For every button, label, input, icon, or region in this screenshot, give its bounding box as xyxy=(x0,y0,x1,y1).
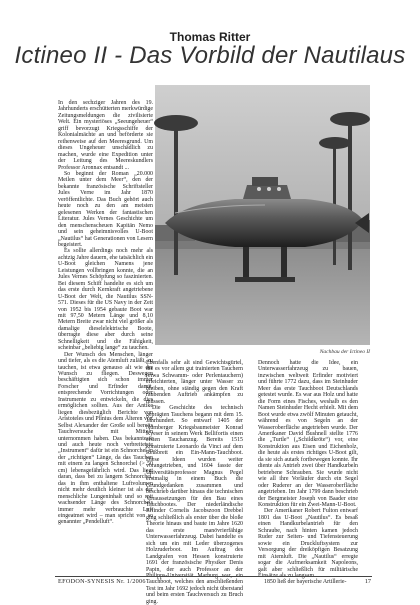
journal-name: EFODON-SYNESIS Nr. 1/2006 xyxy=(58,578,146,585)
paragraph: In den sechziger Jahren des 19. Jahrhunderts erschütterten merkwürdige Zeitungsmeldungen die zivilisierte Welt. Ein mysteriöses „Seeungeheuer“ griff bevorzugt Kriegsschiffe der Kolonialmächte an und beförderte sie reihenweise auf den Meeresgrund. Um dieses Ungeheuer unschädlich zu machen, wurde eine Expedition unter der Leitung des Meereskundlers Professor Aronnax entsandt ... xyxy=(58,100,153,171)
text-column-3 xyxy=(258,360,358,586)
paragraph: So beginnt der Roman „20.000 Meilen unter dem Meer“, den der bekannte französische Schriftsteller Jules Verne im Jahr 1870 veröffentlichte. Das Buch gehört auch heute noch zu den am meisten gelesenen Werken der fantastischen Literatur. Jules Vernes Geschichte um den menschenscheuen Kapitän Nemo und sein geheimnisvolles U-Boot „Nautilus“ hat Generationen von Lesern begeistert. xyxy=(58,170,153,248)
paragraph: Der Amerikaner Robert Fulton entwarf 1801 das U-Boot „Nautilus“. Es besaß einen Handkurbelantrieb für den Schraube, nach hinten kamen jedoch Ruder zur Seiten- und Tiefensteuerung sowie ein Druckluftsystem zur Versorgung der dreiköpfigen Besatzung mit Atemluft. Die „Nautilus“ erregte sogar die Aufmerksamkeit Napoleons, galt aber schließlich für militärische Einsätze als zu langsam. xyxy=(258,508,358,579)
paragraph: Ebenfalls sehr alt sind Gewichtsgürtel, die es vor allem gut trainierten Tauchern (etwa Schwamm- oder Perlentauchern) erleichterten, länger unter Wasser zu bleiben, ohne ständig gegen den Kraft raubenden Auftrieb ankämpfen zu müssen. xyxy=(146,360,243,405)
paragraph: 1850 ließ der bayerische Artillerie- xyxy=(264,579,347,586)
text-column-2 xyxy=(146,360,243,605)
author-name: Thomas Ritter xyxy=(169,30,251,44)
page-number: 17 xyxy=(364,578,371,585)
paragraph: Die Geschichte des technisch geprägten Tauchens begann mit dem 15. Jahrhundert. So entwarf 1405 der Nürnberger Kriegsbaumeister Konrad Kyeser in seinem Werk Bellifortis einen ersten Tauchanzug. Bereits 1515 konstruierte Leonardo da Vinci auf dem Reißbrett ein Ein-Mann-Tauchboot. Diese Ideen wurden weiter vorangetrieben, und 1604 fasste der Universitätsprofessor Magnus Pegel erstmalig in einem Buch die Grundgedanken zusammen und beschrieb darüber hinaus die technischen Voraussetzungen für den Bau eines Tauchbootes. Der niederländische Erfinder Cornelis Jacobszoon Drebbel ging schließlich als erster über die bloße Theorie hinaus und baute im Jahre 1620 das erste manövrierfähige Unterwasserfahrzeug. Dabei handelte es sich um ein mit Leder überzogenes Holzruderboot. Im Auftrag des Landgrafen von Hessen konstruierte 1691 der französische Physiker Denis Papin, der auch Professor an der Philipps-Universität Marburg war, ein Tauchboot, welches den anschließenden Test im Jahr 1692 jedoch nicht überstand und beim ersten Tauchversuch zu Bruch ging. xyxy=(146,405,243,605)
article-title: Ictineo II - Das Vorbild der Nautilaus xyxy=(14,42,406,69)
footer-divider xyxy=(55,576,372,577)
paragraph: Dennoch hatte die Idee, ein Unterwasserfahrzeug zu bauen, inzwischen weltweit Erfinder motiviert und führte 1772 dazu, dass im Steinhuder Meer das erste Tauchboot Deutschlands getestet wurde. Es war aus Holz und hatte die Form eines Fisches, weshalb es den Namen Steinhuder Hecht erhielt. Mit dem Boot wurde etwa zwölf Minuten getaucht, während es von Segeln an der Wasseroberfläche angetrieben wurde. Der Amerikaner David Bushnell stellte 1776 die „Turtle“ („Schildkröte“) vor, eine Konstruktion aus Eisen und Eichenholz, die heute als erstes richtiges U-Boot gilt, da sie sich autark fortbewegen konnte. Ihr diente als Antrieb zwei über Handkurbeln betriebene Schrauben. Sie wurde nicht wie all ihre Vorläufer durch ein Segel oder Ruderer an der Wasseroberfläche angetrieben. Im Jahr 1799 dann beschrieb der Bergmeister Joseph von Baader eine Konstruktion für ein Zwei-Mann-U-Boot. xyxy=(258,360,358,508)
paragraph: Es sollte allerdings noch mehr als achtzig Jahre dauern, ehe tatsächlich ein U-Boot gleichen Namens jene Leistungen vollbringen konnte, die an Jules Vernes Schöpfung so faszinierten. Bei diesem Schiff handelte es sich um das erste durch Kernkraft angetriebene U-Boot der Welt, die Nautilus SSN-571. Dieses für die US Navy in der Zeit von 1952 bis 1954 gebaute Boot war mit 97,50 Metern Länge und 8,10 Metern Breite zwar nicht viel größer als damalige dieselelektrische Boote, überragte diese aber durch seine Schnelligkeit und die Fähigkeit, scheinbar „beliebig lange“ zu tauchen. xyxy=(58,248,153,352)
figure-caption: Nachbau der Ictineo II xyxy=(319,349,370,355)
submarine-photo xyxy=(155,85,370,345)
text-column-1 xyxy=(58,100,153,526)
paragraph: Der Wunsch des Menschen, länger und tiefer, als es die Atemluft zuläßt, zu tauchen, ist etwa genauso alt wie der Wunsch zu fliegen. Deswegen beschäftigten sich schon immer Forscher und Erfinder damit, entsprechende Vorrichtungen oder Instrumente zu entwickeln, die dies ermöglichen sollten. Aus der Antike liegen diesbezüglich Berichte von Aristoteles und Plinius dem Älteren vor. Selbst Alexander der Große soll bereits Tauchversuche mit Mitteln unternommen haben. Das bekannteste und auch heute noch verbreitetste „Instrument“ dafür ist ein Schnorchel in der „richtigen“ Länge, da das Tauchen mit einem zu langen Schnorchel (> 50 cm) lebensgefährlich wird. Das liegt daran, dass bei zu langem Schnorchel, das in ihm enthaltene Luftvolumen nicht mehr deutlich kleiner ist als der menschliche Lungeninhalt und so mit wachsender Länge des Schnorchels immer mehr verbrauchte Luft eingeatmet wird – man spricht von so genannter „Pendelluft“. xyxy=(58,351,153,526)
